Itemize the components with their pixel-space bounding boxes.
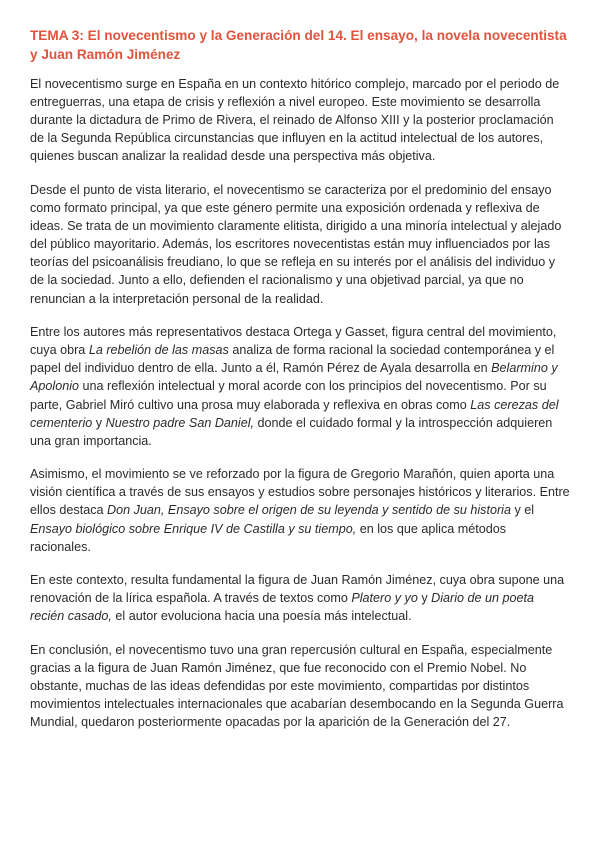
work-title: Nuestro padre San Daniel,	[105, 415, 255, 430]
text-segment: el autor evoluciona hacia una poesía más intelectual.	[111, 609, 412, 624]
work-title: Don Juan, Ensayo sobre el origen de su leyenda y sentido de su historia	[107, 503, 511, 518]
text-segment: una reflexión intelectual y moral acorde con los principios del novecentismo. Por su parte, Gabriel Miró cultivo una prosa muy elaborada y reflexiva en obras como	[30, 379, 547, 412]
paragraph-conclusion: En conclusión, el novecentismo tuvo una gran repercusión cultural en España, especialmente gracias a la figura de Juan Ramón Jiménez, que fue reconocido con el Premio Nobel. No obstante, muchas de las ideas defendidas por este movimiento, compartidas por distintos movimientos intelectuales internacionales que acabarían desembocando en la Segunda Guerra Mundial, quedaron posteriormente opacadas por la aparición de la Generación del 27.	[30, 643, 564, 730]
text-segment: donde el cuidado formal y la introspección adquieren una gran importancia.	[30, 415, 553, 448]
text-segment: En este contexto, resulta fundamental la figura de Juan Ramón Jiménez, cuya obra supone una renovación de la lírica española. A través de textos como	[30, 573, 565, 606]
paragraph-characteristics: Desde el punto de vista literario, el novecentismo se caracteriza por el predominio del ensayo como formato principal, ya que este género permite una exposición ordenada y reflexiva de ideas. Se trata de un movimiento claramente elitista, dirigido a una minoría intelectual y alejado del público mayoritario. Además, los escritores novecentistas están muy influenciados por las teorías del psicoanálisis freudiano, lo que se refleja en su interés por el análisis del individuo y de la sociedad. Junto a ello, defienden el racionalismo y una objetivad parcial, ya que no renuncian a la interpretación personal de la realidad.	[30, 182, 562, 306]
text-segment: en los que aplica métodos racionales.	[30, 521, 507, 554]
work-title: Belarmino y Apolonio	[30, 361, 558, 394]
work-title: Diario de un poeta recién casado,	[30, 591, 535, 624]
text-segment: Entre los autores más representativos destaca Ortega y Gasset, figura central del movimiento, cuya obra	[30, 325, 557, 358]
text-segment: analiza de forma racional la sociedad contemporánea y el papel del individuo dentro de ella. Junto a él, Ramón Pérez de Ayala desarrolla en	[30, 343, 555, 376]
paragraph-maranon	[30, 465, 570, 555]
work-title: La rebelión de las masas	[88, 343, 229, 358]
work-title: Ensayo biológico sobre Enrique IV de Castilla y su tiempo,	[30, 521, 357, 536]
text-segment: y	[417, 591, 432, 606]
text-segment: Asimismo, el movimiento se ve reforzado por la figura de Gregorio Marañón, quien aporta una visión científica a través de sus ensayos y estudios sobre personajes históricos y literarios. Entre ellos destaca	[30, 467, 570, 518]
paragraph-juan-ramon	[30, 571, 570, 625]
work-title: Platero y yo	[351, 591, 418, 606]
text-segment: y	[92, 415, 106, 430]
document-title: TEMA 3: El novecentismo y la Generación del 14. El ensayo, la novela novecentista y Juan Ramón Jiménez	[30, 28, 567, 62]
paragraph-authors	[30, 323, 570, 450]
work-title: Las cerezas del cementerio	[30, 397, 559, 430]
paragraph-context: El novecentismo surge en España en un contexto hitórico complejo, marcado por el periodo de entreguerras, una etapa de crisis y reflexión a nivel europeo. Este movimiento se desarrolla durante la dictadura de Primo de Rivera, el reinado de Alfonso XIII y la posterior proclamación de la Segunda República circunstancias que influyen en la actitud intelectual de los autores, quienes buscan analizar la realidad desde una perspectiva más objetiva.	[30, 77, 560, 164]
text-segment: y el	[510, 503, 535, 518]
